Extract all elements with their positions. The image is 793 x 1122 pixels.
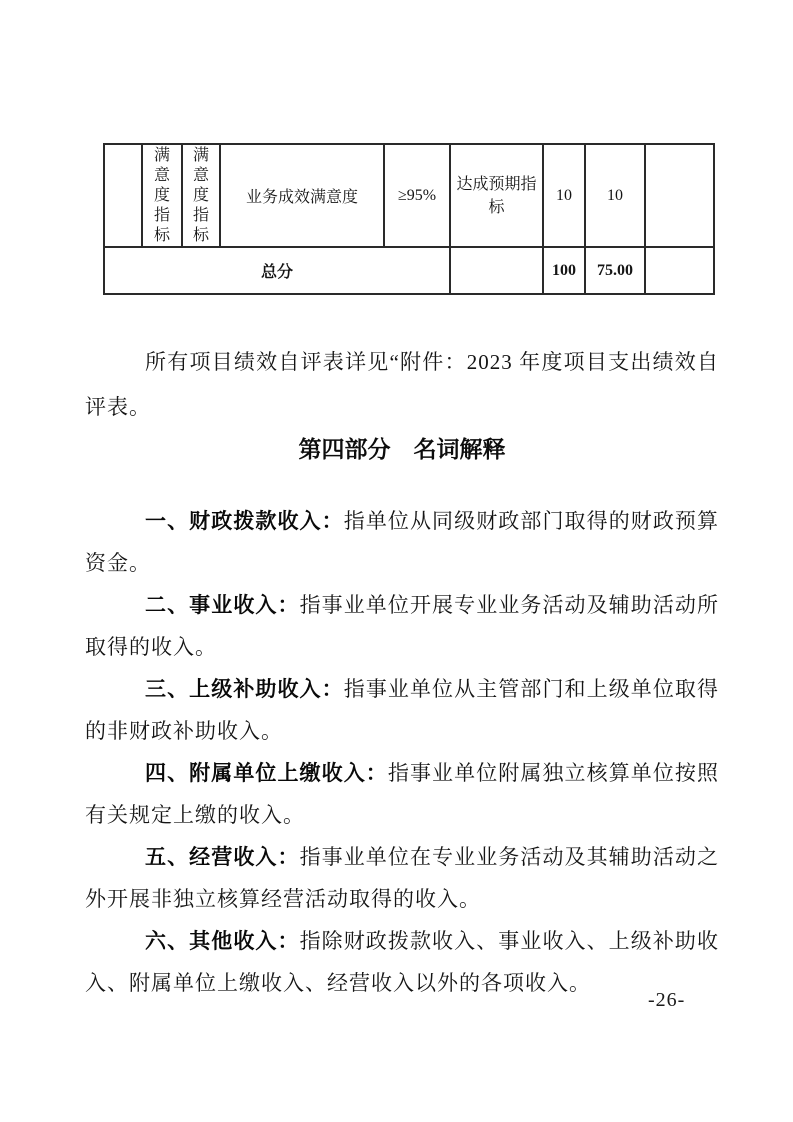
glossary-definition-3: 指事业单位从主管部门和上级单位取得的非财政补助收入。 <box>85 677 720 743</box>
cell-total-remark <box>645 247 714 294</box>
cell-category-level2: 满意度指标 <box>182 144 220 247</box>
section-heading: 第四部分 名词解释 <box>298 436 506 462</box>
cell-remark <box>645 144 714 247</box>
glossary-term-4: 四、附属单位上缴收入： <box>145 761 388 785</box>
glossary-term-2: 二、事业收入： <box>145 593 300 617</box>
cell-score: 10 <box>585 144 645 247</box>
glossary-definition-5: 指事业单位在专业业务活动及其辅助活动之外开展非独立核算经营活动取得的收入。 <box>85 845 720 911</box>
glossary-definition-6: 指除财政拨款收入、事业收入、上级补助收入、附属单位上缴收入、经营收入以外的各项收入。 <box>85 929 720 995</box>
cell-target-value: ≥95% <box>384 144 450 247</box>
glossary-definition-4: 指事业单位附属独立核算单位按照有关规定上缴的收入。 <box>85 761 720 827</box>
table-row-total <box>104 247 714 294</box>
cell-weight: 10 <box>543 144 585 247</box>
glossary-paragraph-4 <box>85 752 719 836</box>
cell-total-score: 75.00 <box>585 247 645 294</box>
glossary-paragraph-5 <box>85 836 719 920</box>
cell-indicator-name: 业务成效满意度 <box>220 144 384 247</box>
intro-paragraph: 所有项目绩效自评表详见“附件：2023 年度项目支出绩效自评表。 <box>85 350 719 419</box>
cell-total-label: 总分 <box>104 247 450 294</box>
glossary-term-5: 五、经营收入： <box>145 845 300 869</box>
glossary-paragraph-2 <box>85 584 719 668</box>
performance-score-table <box>103 143 715 295</box>
glossary-paragraph-1 <box>85 500 719 584</box>
cell-empty-left <box>104 144 142 247</box>
glossary-paragraph-6 <box>85 920 719 1004</box>
cell-total-completion <box>450 247 543 294</box>
cell-category-level1: 满意度指标 <box>142 144 182 247</box>
cell-total-weight: 100 <box>543 247 585 294</box>
glossary-term-1: 一、财政拨款收入： <box>145 509 344 533</box>
cell-completion: 达成预期指标 <box>450 144 543 247</box>
page-number: -26- <box>648 989 686 1011</box>
glossary-definition-2: 指事业单位开展专业业务活动及辅助活动所取得的收入。 <box>85 593 720 659</box>
glossary-definition-1: 指单位从同级财政部门取得的财政预算资金。 <box>85 509 720 575</box>
table-row-indicator <box>104 144 714 247</box>
glossary-paragraph-3 <box>85 668 719 752</box>
glossary-term-6: 六、其他收入： <box>145 929 300 953</box>
glossary-term-3: 三、上级补助收入： <box>145 677 344 701</box>
glossary-section <box>85 500 719 1004</box>
document-body <box>85 340 719 1004</box>
